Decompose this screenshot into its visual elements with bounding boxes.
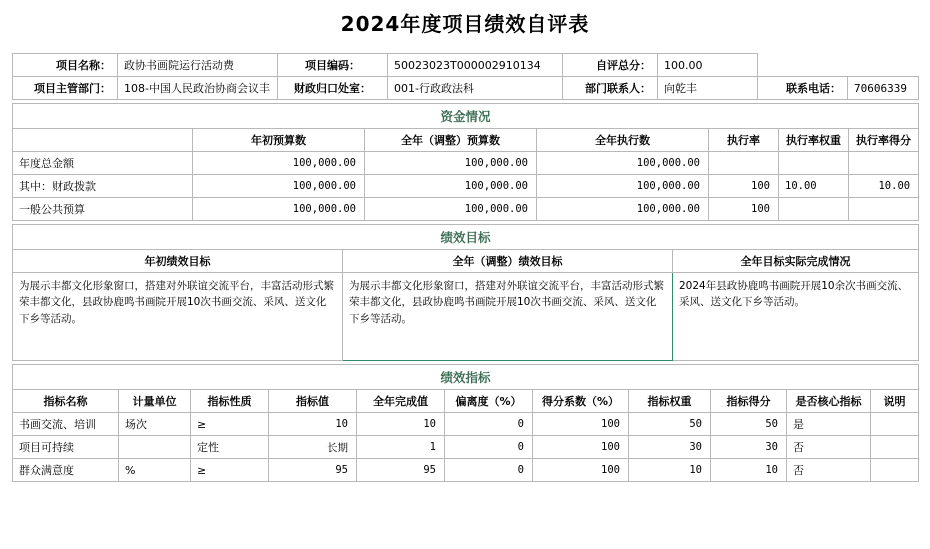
funds-row-score: 10.00 bbox=[849, 175, 919, 198]
funds-header-rate: 执行率 bbox=[709, 129, 779, 152]
basic-info-table bbox=[12, 53, 919, 100]
indicator-note bbox=[871, 459, 919, 482]
funds-row-name: 年度总金额 bbox=[13, 152, 193, 175]
table-row bbox=[13, 273, 919, 361]
table-row bbox=[13, 413, 919, 436]
goals-section-header-row bbox=[13, 225, 919, 250]
indicators-header-core: 是否核心指标 bbox=[787, 390, 871, 413]
contact-person-label: 部门联系人： bbox=[563, 77, 658, 100]
project-code-label: 项目编码： bbox=[278, 54, 388, 77]
basic-empty-cell-1 bbox=[758, 54, 848, 77]
title-spacer bbox=[0, 43, 930, 53]
indicators-header-target: 指标值 bbox=[269, 390, 357, 413]
contact-phone-label: 联系电话： bbox=[758, 77, 848, 100]
finance-office-value: 001-行政政法科 bbox=[388, 77, 563, 100]
indicator-deviation: 0 bbox=[445, 459, 533, 482]
indicators-header-nature: 指标性质 bbox=[191, 390, 269, 413]
indicator-deviation: 0 bbox=[445, 413, 533, 436]
indicators-header-coefficient: 得分系数（%） bbox=[533, 390, 629, 413]
funds-header-executed: 全年执行数 bbox=[537, 129, 709, 152]
funds-row-begin: 100,000.00 bbox=[193, 198, 365, 221]
indicator-unit: % bbox=[119, 459, 191, 482]
funds-row-name: 其中：财政拨款 bbox=[13, 175, 193, 198]
funds-row-adjusted: 100,000.00 bbox=[365, 198, 537, 221]
goals-header-adjusted: 全年（调整）绩效目标 bbox=[343, 250, 673, 273]
funds-row-adjusted: 100,000.00 bbox=[365, 152, 537, 175]
indicators-header-weight: 指标权重 bbox=[629, 390, 711, 413]
funds-section-header-row bbox=[13, 104, 919, 129]
funds-row-begin: 100,000.00 bbox=[193, 175, 365, 198]
indicator-coefficient: 100 bbox=[533, 413, 629, 436]
indicator-coefficient: 100 bbox=[533, 436, 629, 459]
goal-adjusted-text[interactable]: 为展示丰都文化形象窗口，搭建对外联谊交流平台，丰富活动形式繁荣丰都文化，县政协鹿鸣书画院开展10次书画交流、采风、送文化下乡等活动。 bbox=[343, 273, 673, 361]
funds-row-weight bbox=[779, 198, 849, 221]
page-title: 2024年度项目绩效自评表 bbox=[340, 12, 590, 36]
finance-office-label: 财政归口处室： bbox=[278, 77, 388, 100]
indicator-weight: 10 bbox=[629, 459, 711, 482]
table-row bbox=[13, 198, 919, 221]
contact-phone-value: 70606339 bbox=[848, 77, 919, 100]
indicators-header-actual: 全年完成值 bbox=[357, 390, 445, 413]
indicator-target: 95 bbox=[269, 459, 357, 482]
indicators-header-score: 指标得分 bbox=[711, 390, 787, 413]
table-row bbox=[13, 459, 919, 482]
indicator-name: 群众满意度 bbox=[13, 459, 119, 482]
department-value: 108-中国人民政治协商会议丰 bbox=[118, 77, 278, 100]
funds-row-executed: 100,000.00 bbox=[537, 175, 709, 198]
project-name-label: 项目名称： bbox=[13, 54, 118, 77]
funds-section-title: 资金情况 bbox=[13, 104, 919, 129]
project-name-value: 政协书画院运行活动费 bbox=[118, 54, 278, 77]
indicator-name: 书画交流、培训 bbox=[13, 413, 119, 436]
funds-row-executed: 100,000.00 bbox=[537, 152, 709, 175]
indicator-deviation: 0 bbox=[445, 436, 533, 459]
indicator-unit: 场次 bbox=[119, 413, 191, 436]
indicators-header-row bbox=[13, 390, 919, 413]
funds-row-weight: 10.00 bbox=[779, 175, 849, 198]
indicator-score: 30 bbox=[711, 436, 787, 459]
indicator-target: 10 bbox=[269, 413, 357, 436]
funds-row-rate: 100 bbox=[709, 175, 779, 198]
total-score-value: 100.00 bbox=[658, 54, 758, 77]
indicators-header-deviation: 偏离度（%） bbox=[445, 390, 533, 413]
funds-row-score bbox=[849, 152, 919, 175]
contact-person-value: 向乾丰 bbox=[658, 77, 758, 100]
goals-table bbox=[12, 224, 919, 361]
indicators-header-note: 说明 bbox=[871, 390, 919, 413]
funds-header-weight: 执行率权重 bbox=[779, 129, 849, 152]
indicator-core: 否 bbox=[787, 436, 871, 459]
funds-row-score bbox=[849, 198, 919, 221]
funds-row-adjusted: 100,000.00 bbox=[365, 175, 537, 198]
table-row bbox=[13, 152, 919, 175]
indicator-score: 10 bbox=[711, 459, 787, 482]
indicators-table bbox=[12, 364, 919, 482]
indicator-nature: ≥ bbox=[191, 459, 269, 482]
table-row bbox=[13, 436, 919, 459]
funds-header-adjusted-budget: 全年（调整）预算数 bbox=[365, 129, 537, 152]
indicator-actual: 95 bbox=[357, 459, 445, 482]
goal-actual-text[interactable]: 2024年县政协鹿鸣书画院开展10余次书画交流、采风、送文化下乡等活动。 bbox=[673, 273, 919, 361]
indicators-header-name: 指标名称 bbox=[13, 390, 119, 413]
department-label: 项目主管部门： bbox=[13, 77, 118, 100]
total-score-label: 自评总分： bbox=[563, 54, 658, 77]
goals-header-initial: 年初绩效目标 bbox=[13, 250, 343, 273]
funds-row-name: 一般公共预算 bbox=[13, 198, 193, 221]
funds-header-begin-budget: 年初预算数 bbox=[193, 129, 365, 152]
indicator-actual: 1 bbox=[357, 436, 445, 459]
indicator-unit bbox=[119, 436, 191, 459]
indicator-core: 否 bbox=[787, 459, 871, 482]
funds-header-score: 执行率得分 bbox=[849, 129, 919, 152]
goals-section-title: 绩效目标 bbox=[13, 225, 919, 250]
indicator-target: 长期 bbox=[269, 436, 357, 459]
indicator-nature: ≥ bbox=[191, 413, 269, 436]
funds-header-blank bbox=[13, 129, 193, 152]
funds-row-rate: 100 bbox=[709, 198, 779, 221]
indicator-weight: 50 bbox=[629, 413, 711, 436]
indicators-section-header-row bbox=[13, 365, 919, 390]
indicator-name: 项目可持续 bbox=[13, 436, 119, 459]
indicator-weight: 30 bbox=[629, 436, 711, 459]
indicator-actual: 10 bbox=[357, 413, 445, 436]
table-row bbox=[13, 175, 919, 198]
goals-header-actual: 全年目标实际完成情况 bbox=[673, 250, 919, 273]
goal-initial-text[interactable]: 为展示丰都文化形象窗口，搭建对外联谊交流平台，丰富活动形式繁荣丰都文化，县政协鹿鸣书画院开展10次书画交流、采风、送文化下乡等活动。 bbox=[13, 273, 343, 361]
indicator-score: 50 bbox=[711, 413, 787, 436]
funds-row-executed: 100,000.00 bbox=[537, 198, 709, 221]
goals-header-row bbox=[13, 250, 919, 273]
funds-header-row bbox=[13, 129, 919, 152]
indicator-note bbox=[871, 436, 919, 459]
indicator-core: 是 bbox=[787, 413, 871, 436]
funds-row-rate bbox=[709, 152, 779, 175]
table-row bbox=[13, 77, 919, 100]
funds-table bbox=[12, 103, 919, 221]
indicators-header-unit: 计量单位 bbox=[119, 390, 191, 413]
table-row bbox=[13, 54, 919, 77]
funds-row-begin: 100,000.00 bbox=[193, 152, 365, 175]
funds-row-weight bbox=[779, 152, 849, 175]
project-code-value: 50023023T000002910134 bbox=[388, 54, 563, 77]
indicators-section-title: 绩效指标 bbox=[13, 365, 919, 390]
indicator-coefficient: 100 bbox=[533, 459, 629, 482]
indicator-nature: 定性 bbox=[191, 436, 269, 459]
indicator-note bbox=[871, 413, 919, 436]
basic-empty-cell-2 bbox=[848, 54, 919, 77]
